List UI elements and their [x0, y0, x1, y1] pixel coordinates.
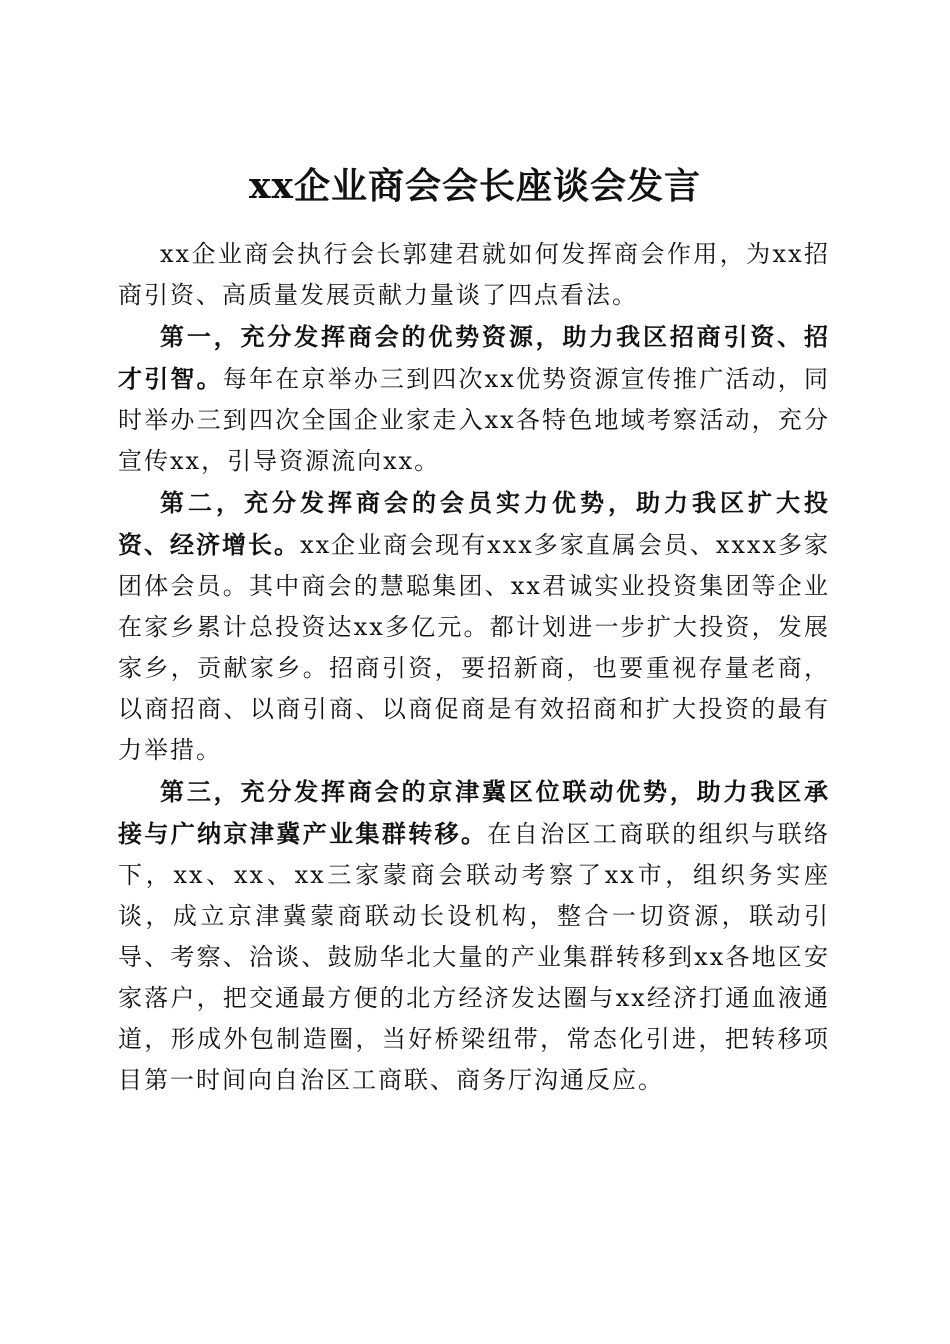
paragraph-point-1 [118, 316, 830, 482]
paragraph-point-3-text: 在自治区工商联的组织与联络下，xx、xx、xx三家蒙商会联动考察了xx市，组织务实座谈，成立京津冀蒙商联动长设机构，整合一切资源，联动引导、考察、洽谈、鼓励华北大量的产业集群转移到xx各地区安家落户，把交通最方便的北方经济发达圈与xx经济打通血液通道，形成外包制造圈，当好桥梁纽带，常态化引进，把转移项目第一时间向自治区工商联、商务厅沟通反应。 [118, 820, 831, 1094]
paragraph-intro-text: xx企业商会执行会长郭建君就如何发挥商会作用，为xx招商引资、高质量发展贡献力量谈了四点看法。 [118, 240, 830, 309]
paragraph-intro [118, 234, 830, 316]
paragraph-point-3 [118, 771, 830, 1101]
paragraph-point-3-heading: 第三，充分发挥商会的京津冀区位联动优势，助力我区承接与广纳京津冀产业集群转移。 [118, 777, 830, 848]
document-body [118, 234, 830, 1101]
document-title: xx企业商会会长座谈会发言 [249, 165, 701, 208]
paragraph-point-1-heading: 第一，充分发挥商会的优势资源，助力我区招商引资、招才引智。 [118, 322, 830, 393]
paragraph-point-2 [118, 482, 830, 771]
paragraph-point-2-heading: 第二，充分发挥商会的会员实力优势，助力我区扩大投资、经济增长。 [118, 488, 830, 559]
paragraph-point-2-text: xx企业商会现有xxx多家直属会员、xxxx多家团体会员。其中商会的慧聪集团、xx君诚实业投资集团等企业在家乡累计总投资达xx多亿元。都计划进一步扩大投资，发展家乡，贡献家乡。招商引资，要招新商，也要重视存量老商，以商招商、以商引商、以商促商是有效招商和扩大投资的最有力举措。 [118, 531, 830, 764]
paragraph-point-1-text: 每年在京举办三到四次xx优势资源宣传推广活动，同时举办三到四次全国企业家走入xx各特色地域考察活动，充分宣传xx，引导资源流向xx。 [118, 365, 830, 475]
